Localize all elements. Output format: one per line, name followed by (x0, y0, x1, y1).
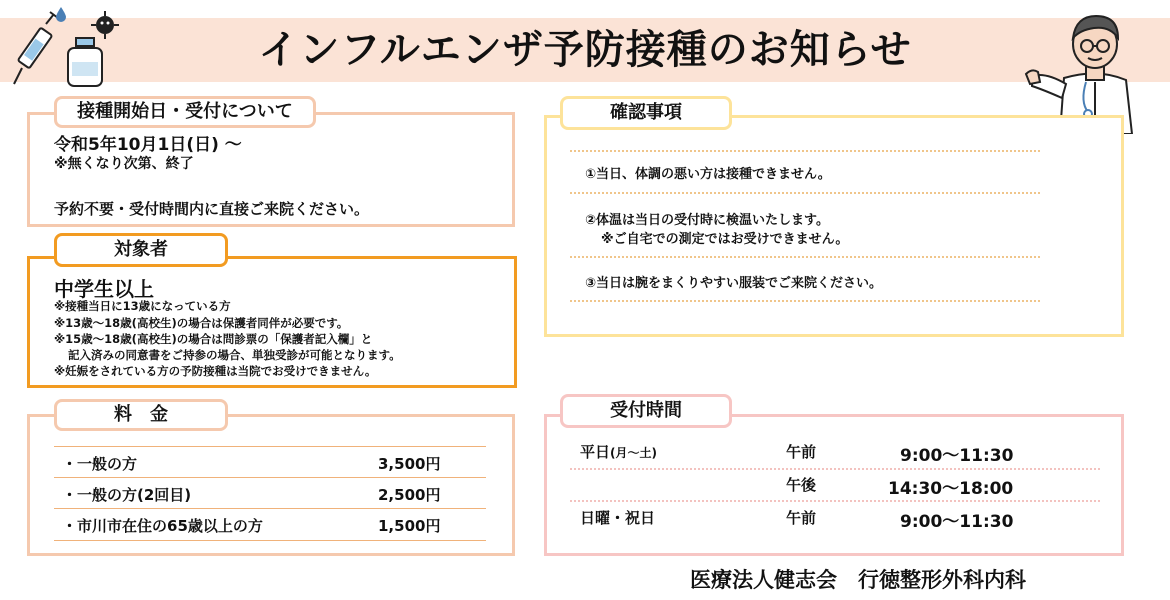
fee-label: ・一般の方(2回目) (62, 486, 192, 504)
hours-divider (570, 468, 1100, 470)
target-note: 記入済みの同意書をご持参の場合、単独受診が可能となります。 (68, 348, 401, 362)
confirm-divider (570, 256, 1040, 258)
fees-divider (54, 446, 486, 447)
fees-divider (54, 508, 486, 509)
target-note: ※接種当日に13歳になっている方 (54, 299, 231, 313)
confirm-item: ①当日、体調の悪い方は接種できません。 (585, 167, 831, 182)
vial-icon (62, 36, 108, 88)
confirm-divider (570, 300, 1040, 302)
page-title: インフルエンザ予防接種のお知らせ (258, 27, 912, 73)
start-date: 令和5年10月1日(日) ～ (54, 135, 242, 155)
end-note: ※無くなり次第、終了 (54, 156, 194, 172)
weekday-label: 平日(月～土) (580, 443, 657, 461)
target-note: ※13歳～18歳(高校生)の場合は保護者同伴が必要です。 (54, 316, 349, 330)
fees-divider (54, 477, 486, 478)
hours-tab: 受付時間 (560, 394, 732, 428)
water-drop-icon (54, 6, 68, 22)
virus-icon (90, 10, 120, 40)
hours-box (544, 414, 1124, 556)
walkin-note: 予約不要・受付時間内に直接ご来院ください。 (54, 200, 370, 218)
start-info-tab: 接種開始日・受付について (54, 96, 316, 128)
target-tab: 対象者 (54, 233, 228, 267)
confirm-divider (570, 192, 1040, 194)
fees-divider (54, 540, 486, 541)
holiday-am-time: 9:00～11:30 (900, 512, 1014, 532)
fee-label: ・一般の方 (62, 455, 138, 473)
holiday-am-label: 午前 (786, 509, 817, 527)
weekday-pm-time: 14:30～18:00 (888, 479, 1014, 499)
fee-price: 2,500円 (378, 486, 441, 504)
target-note: ※妊娠をされている方の予防接種は当院でお受けできません。 (54, 364, 377, 378)
confirm-item: ③当日は腕をまくりやすい服装でご来院ください。 (585, 276, 883, 291)
target-note: ※15歳～18歳(高校生)の場合は問診票の「保護者記入欄」と (54, 332, 373, 346)
target-heading: 中学生以上 (54, 277, 154, 301)
fee-price: 3,500円 (378, 455, 441, 473)
weekday-am-label: 午前 (786, 443, 817, 461)
fee-price: 1,500円 (378, 517, 441, 535)
hours-divider (570, 500, 1100, 502)
holiday-label: 日曜・祝日 (580, 509, 656, 527)
confirm-item: ②体温は当日の受付時に検温いたします。 (585, 213, 829, 228)
fees-tab: 料 金 (54, 399, 228, 431)
confirm-tab: 確認事項 (560, 96, 732, 130)
weekday-am-time: 9:00～11:30 (900, 446, 1014, 466)
confirm-item: ※ご自宅での測定ではお受けできません。 (601, 232, 849, 247)
fee-label: ・市川市在住の65歳以上の方 (62, 517, 263, 535)
clinic-name: 医療法人健志会 行徳整形外科内科 (690, 568, 1026, 592)
confirm-divider (570, 150, 1040, 152)
weekday-pm-label: 午後 (786, 476, 817, 494)
syringe-icon (8, 10, 68, 90)
